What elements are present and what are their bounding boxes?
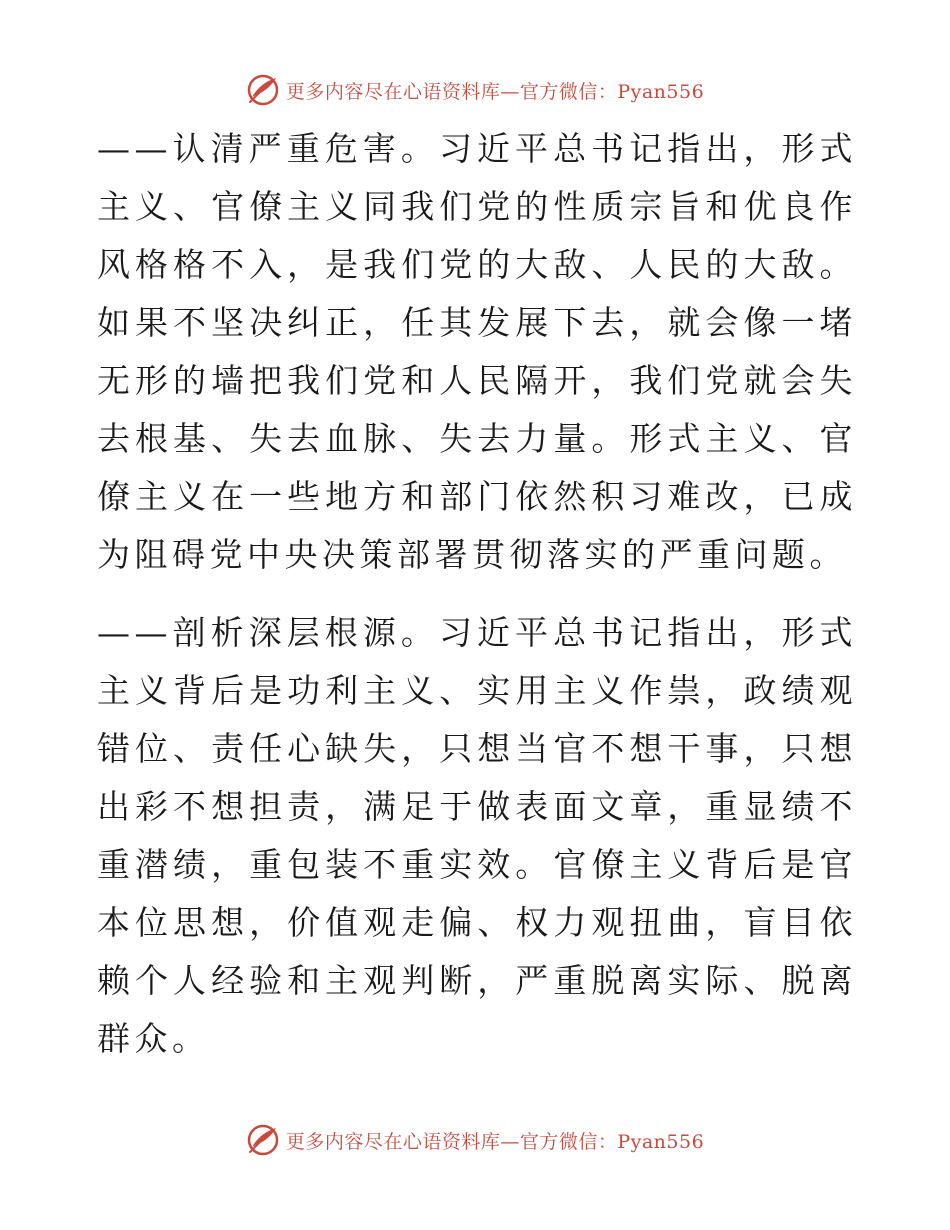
document-body (97, 120, 857, 1068)
feather-quill-logo (246, 1123, 280, 1157)
paragraph-1: ——认清严重危害。习近平总书记指出，形式主义、官僚主义同我们党的性质宗旨和优良作风格格不入，是我们党的大敌、人民的大敌。如果不坚决纠正，任其发展下去，就会像一堵无形的墙把我们党和人民隔开，我们党就会失去根基、失去血脉、失去力量。形式主义、官僚主义在一些地方和部门依然积习难改，已成为阻碍党中央决策部署贯彻落实的严重问题。 (97, 129, 857, 574)
feather-quill-logo (246, 73, 280, 107)
footer-watermark (0, 1120, 950, 1160)
header-watermark (0, 70, 950, 110)
paragraph-2: ——剖析深层根源。习近平总书记指出，形式主义背后是功利主义、实用主义作祟，政绩观错位、责任心缺失，只想当官不想干事，只想出彩不想担责，满足于做表面文章，重显绩不重潜绩，重包装不重实效。官僚主义背后是官本位思想，价值观走偏、权力观扭曲，盲目依赖个人经验和主观判断，严重脱离实际、脱离群众。 (97, 613, 857, 1058)
watermark-text: 更多内容尽在心语资料库—官方微信：Pyan556 (285, 1130, 705, 1153)
watermark-text: 更多内容尽在心语资料库—官方微信：Pyan556 (285, 80, 705, 103)
